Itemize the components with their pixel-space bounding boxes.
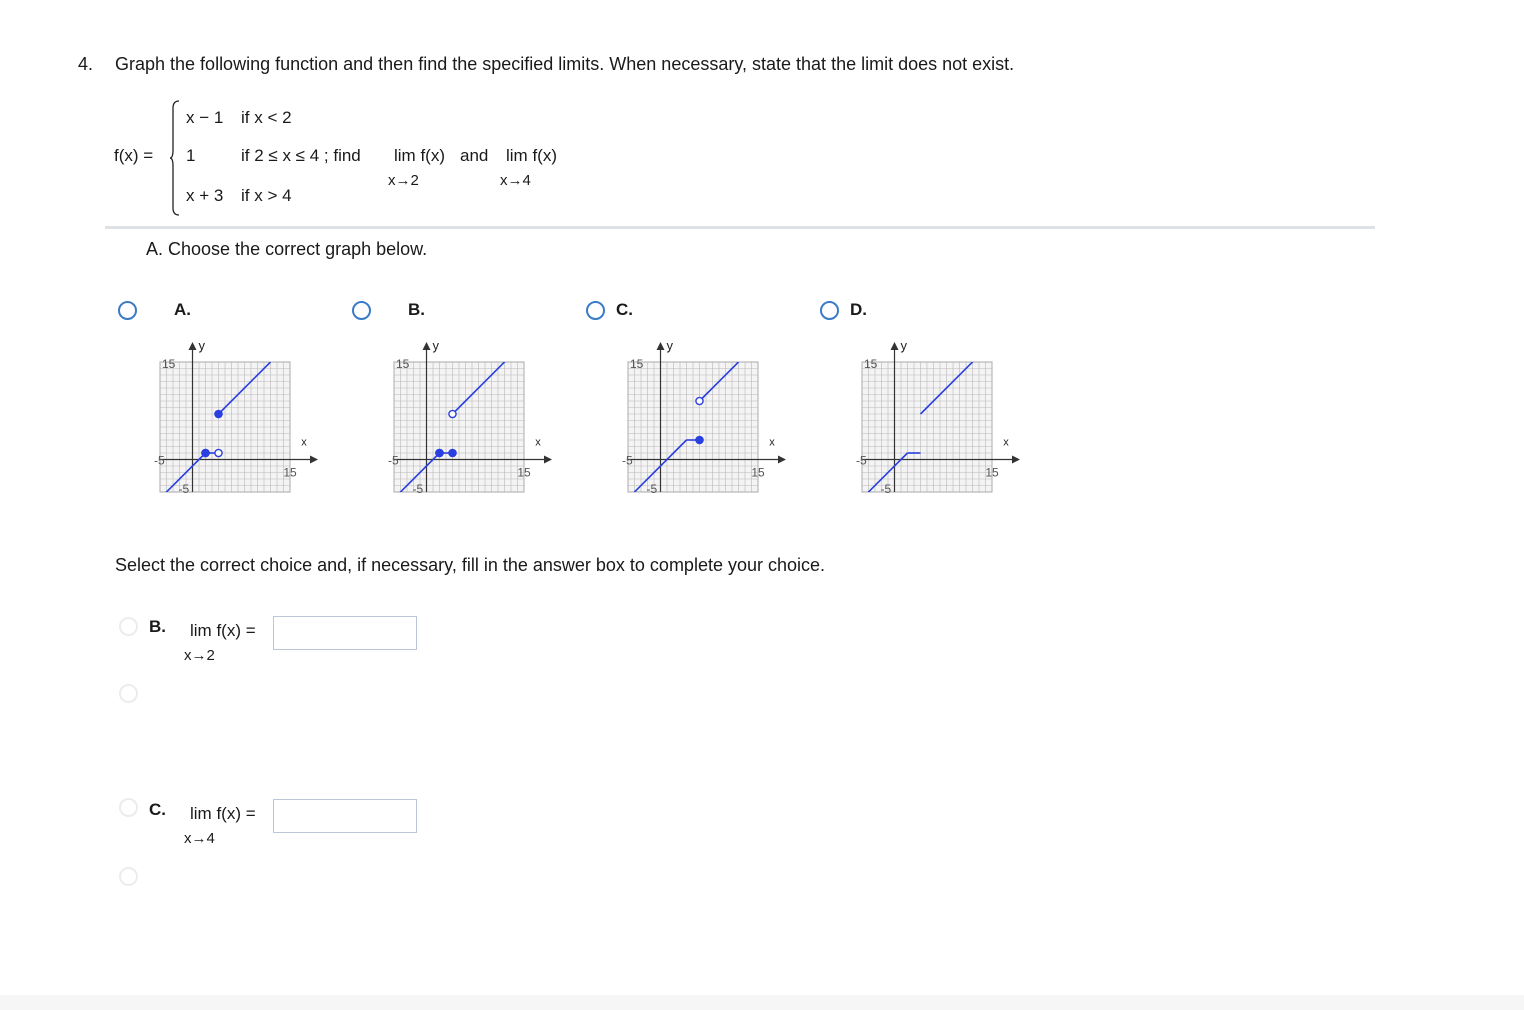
radio-choice-c-dne[interactable] — [119, 867, 138, 886]
y-axis-arrow — [891, 342, 899, 350]
answer-input-limit-x-4[interactable] — [273, 799, 417, 833]
left-brace — [170, 100, 180, 216]
y-axis-label: y — [432, 338, 439, 353]
radio-option-d[interactable] — [820, 301, 839, 320]
closed-point — [202, 449, 209, 456]
piece-3-cond: if x > 4 — [241, 186, 292, 205]
x-tick-min: -5 — [856, 453, 867, 468]
x-axis-label: x — [301, 436, 307, 449]
y-tick-min: -5 — [412, 482, 424, 496]
radio-option-c[interactable] — [586, 301, 605, 320]
open-point — [696, 397, 703, 404]
choice-c-sub: x→4 — [184, 830, 215, 847]
find-sub-1: x→2 — [388, 172, 419, 189]
grid-lines — [160, 362, 290, 492]
y-axis-arrow — [189, 342, 197, 350]
piece-3-expr: x + 3 — [186, 186, 224, 205]
option-c-label: C. — [616, 300, 633, 319]
find-lim-2: lim f(x) — [506, 146, 557, 165]
option-d-label: D. — [850, 300, 867, 319]
y-tick-max: 15 — [162, 357, 176, 371]
closed-point — [215, 410, 222, 417]
piece-1-cond: if x < 2 — [241, 108, 292, 127]
y-tick-min: -5 — [646, 482, 658, 496]
answer-input-limit-x-2[interactable] — [273, 616, 417, 650]
x-axis-arrow — [544, 456, 552, 464]
x-axis-arrow — [1012, 456, 1020, 464]
x-tick-min: -5 — [388, 453, 399, 468]
find-sub-2: x→4 — [500, 172, 531, 189]
part-b-instruction: Select the correct choice and, if necessary, fill in the answer box to complete your choice. — [115, 555, 826, 575]
choice-c-label: C. — [149, 800, 166, 819]
graph-option-b[interactable] — [374, 332, 564, 502]
open-point — [215, 449, 222, 456]
x-tick-max: 15 — [751, 465, 765, 480]
piece-2-expr: 1 — [186, 146, 196, 165]
y-tick-max: 15 — [630, 357, 644, 371]
radio-choice-b-dne[interactable] — [119, 684, 138, 703]
graph-option-c[interactable] — [608, 332, 798, 502]
question-prompt: Graph the following function and then find the specified limits. When necessary, state that the limit does not exist. — [115, 54, 1015, 74]
closed-point — [696, 436, 703, 443]
option-a-label: A. — [174, 300, 191, 319]
radio-option-b[interactable] — [352, 301, 371, 320]
y-tick-max: 15 — [864, 357, 878, 371]
y-tick-max: 15 — [396, 357, 410, 371]
grid-lines — [628, 362, 758, 492]
y-axis-arrow — [423, 342, 431, 350]
grid-lines — [394, 362, 524, 492]
x-axis-arrow — [778, 456, 786, 464]
function-label: f(x) = — [114, 146, 154, 165]
open-point — [449, 410, 456, 417]
piece-1-expr: x − 1 — [186, 108, 224, 127]
choice-b-lim: lim f(x) = — [190, 621, 256, 640]
x-axis-label: x — [769, 436, 775, 449]
x-tick-max: 15 — [985, 465, 999, 480]
x-axis-label: x — [535, 436, 541, 449]
question-number: 4. — [78, 54, 94, 74]
x-axis-label: x — [1003, 436, 1009, 449]
radio-choice-b[interactable] — [119, 617, 138, 636]
x-tick-min: -5 — [154, 453, 165, 468]
y-axis-label: y — [666, 338, 673, 353]
find-and: and — [460, 146, 489, 165]
radio-option-a[interactable] — [118, 301, 137, 320]
part-a-instruction: A. Choose the correct graph below. — [146, 239, 428, 259]
y-axis-label: y — [900, 338, 907, 353]
divider — [105, 226, 1375, 229]
x-tick-max: 15 — [517, 465, 531, 480]
graph-option-a[interactable] — [140, 332, 330, 502]
closed-point — [436, 449, 443, 456]
y-axis-arrow — [657, 342, 665, 350]
y-tick-min: -5 — [880, 482, 892, 496]
x-tick-min: -5 — [622, 453, 633, 468]
option-b-label: B. — [408, 300, 425, 319]
closed-point — [449, 449, 456, 456]
find-lim-1: lim f(x) — [394, 146, 445, 165]
bottom-bar — [0, 995, 1524, 1010]
piece-2-cond: if 2 ≤ x ≤ 4 ; find — [241, 146, 361, 165]
graph-option-d[interactable] — [842, 332, 1032, 502]
grid-lines — [862, 362, 992, 492]
y-tick-min: -5 — [178, 482, 190, 496]
choice-c-lim: lim f(x) = — [190, 804, 256, 823]
choice-b-label: B. — [149, 617, 166, 636]
y-axis-label: y — [198, 338, 205, 353]
radio-choice-c[interactable] — [119, 798, 138, 817]
x-tick-max: 15 — [283, 465, 297, 480]
x-axis-arrow — [310, 456, 318, 464]
choice-b-sub: x→2 — [184, 647, 215, 664]
